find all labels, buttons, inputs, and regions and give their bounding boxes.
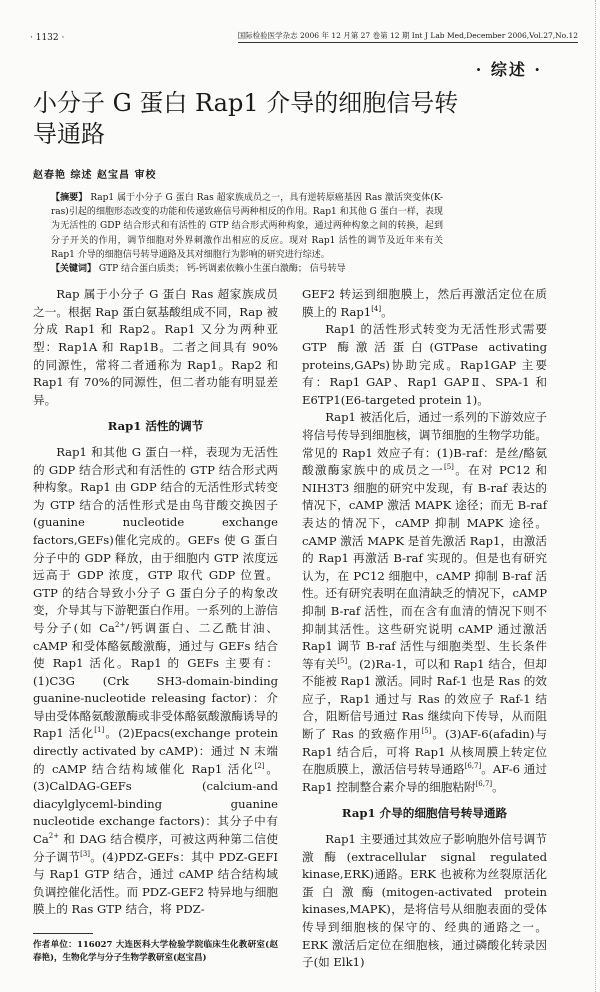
citation: 2+: [48, 832, 60, 841]
keywords-text: GTP 结合蛋白质类； 钙-钙调素依赖小生蛋白激酶； 信号转导: [98, 264, 346, 275]
text-run: GEF2 转运到细胞膜上，然后再激活定位在质膜上的 Rap1: [302, 287, 547, 319]
scan-edge: [595, 0, 597, 992]
article-title: 小分子 G 蛋白 Rap1 介导的细胞信号转导通路: [33, 89, 459, 148]
text-run: Rap1 和其他 G 蛋白一样，表现为无活性的 GDP 结合形式和有活性的 GTP 结合形式两种构象。Rap1 由 GDP 结合的无活性形式转变为 GTP 结合的活性形式是由鸟苷酸交换因子(guanine nucleotide exchange factors,GEFs)催化完成的。GEFs 使 G 蛋白分子中的 GDP 释放，由于细胞内 GTP 浓度远远高于 GDP 浓度，GTP 取代 GDP 位置。GTP 的结合导致小分子 G 蛋白分子的构象改变，介导其与下游靶蛋白作用。一系列的上游信号分子(如 Ca: [33, 444, 278, 635]
abstract-text: Rap1 属于小分子 G 蛋白 Ras 超家族成员之一，具有逆转原癌基因 Ras 激活突变体(K-ras)引起的细胞形态改变的功能和传递致癌信号两种相反的作用。Rap1 和其他 G 蛋白一样，表现为无活性的 GDP 结合形式和有活性的 GTP 结合形式两种构象，通过两种构象之间的转换，起到分子开关的作用，调节细胞对外界刺激作出相应的反应。现对 Rap1 活性的调节及近年来有关 Rap1 介导的细胞信号转导通路及其对细胞行为影响的研究进行综述。: [51, 193, 443, 260]
keywords: [33, 262, 443, 276]
page-number: · 1132 ·: [30, 33, 65, 43]
text-run: Rap1 被活化后，通过一系列的下游效应子将信号传导到细胞核，调节细胞的生物学功能。常见的 Rap1 效应子有：(1)B-raf：是丝/酪氨酸激酶家族中的成员之一: [302, 410, 547, 478]
left-column-body: [33, 286, 278, 919]
running-head: 国际检验医学杂志 2006 年 12 月第 27 卷第 12 期 Int J Lab Med,December 2006,Vol.27,No.12: [238, 30, 578, 43]
abstract: [33, 191, 443, 276]
page-header: [30, 30, 578, 43]
paragraph: [302, 321, 547, 409]
text-run: 。(2)Epacs(exchange protein directly activated by cAMP)：通过 N 末端的 cAMP 结合结构域催化 Rap1 活化: [33, 726, 278, 776]
left-column: [33, 286, 278, 965]
footnote-rule: [33, 933, 93, 934]
text-run: 。(3)AF-6(afadin)与 Rap1 结合后，可将 Rap1 从核周膜上转定位在胞质膜上，激活信号转导通路: [302, 727, 547, 777]
paragraph: [302, 409, 547, 796]
text-run: 。(3)CalDAG-GEFs (calcium-and diacylglyceml-binding guanine nucleotide exchange factors)：其分子中有 Ca: [33, 761, 278, 847]
text-run: 。: [381, 304, 393, 319]
text-run: /钙调蛋白、二乙酰甘油、cAMP 和受体酪氨酸激酶，通过与 GEFs 结合使 Rap1 活化。Rap1 的 GEFs 主要有：(1)C3G (Crk SH3-domain-binding guanine-nucleotide releasing factor)：介导由受体酪氨酸激酶或非受体酪氨酸激酶诱导的 Rap1 活化: [33, 620, 278, 741]
abstract-body: [33, 191, 443, 262]
section-heading: [33, 418, 278, 436]
text-run: 。(2)Ra-1，可以和 Rap1 结合，但却不能被 Rap1 激活。同时 Raf-1 也是 Ras 的效应子，Rap1 通过与 Ras 的效应子 Raf-1 结合，阻断信号通过 Ras 继续向下传导，从而阻断了 Ras 的致癌作用: [302, 656, 547, 742]
body-columns: [33, 286, 578, 972]
paragraph: [302, 831, 547, 972]
text-run: Rap1 的活性形式转变为无活性形式需要 GTP 酶激活蛋白(GTPase activating proteins,GAPs)协助完成。Rap1GAP 主要有：Rap1 GAP、Rap1 GAPⅡ、SPA-1 和 E6TP1(E6-targeted protein 1)。: [302, 322, 547, 407]
citation: [6,7]: [475, 779, 493, 788]
paragraph: [33, 444, 278, 919]
section-label: · 综述 ·: [475, 60, 542, 79]
citation: [1]: [94, 726, 105, 735]
text-run: Rap1 主要通过其效应子影响胞外信号调节激酶(extracellular signal regulated kinase,ERK)通路。ERK 也被称为丝裂原活化蛋白激酶(mitogen-activated protein kinases,MAPK)，是将信号从细胞表面的受体传导到细胞核的保守的、经典的通路之一。ERK 激活后定位在细胞核，通过磷酸化转录因子(如 Elk1): [302, 832, 547, 970]
keywords-label: 【关键词】: [51, 264, 97, 275]
citation: [5]: [421, 727, 432, 736]
citation: [6,7]: [464, 762, 482, 771]
right-column: [302, 286, 547, 972]
paragraph: [33, 286, 278, 409]
citation: 2+: [114, 621, 126, 630]
text-run: Rap1 介导的细胞信号转导通路: [341, 806, 508, 821]
text-run: 和 DAG 结合模序，可被这两种第二信使分子调节: [33, 832, 278, 864]
citation: [2]: [254, 761, 265, 770]
section-heading: [302, 805, 547, 823]
citation: [5]: [444, 463, 454, 472]
text-run: 。在对 PC12 和 NIH3T3 细胞的研究中发现，有 B-raf 表达的情况下，cAMP 激活 MAPK 途径；而无 B-raf 表达的情况下，cAMP 抑制 MAPK 途径。cAMP 激活 MAPK 是首先激活 Rap1，由激活的 Rap1 再激活 B-raf 实现的。但是也有研究认为，在 PC12 细胞中，cAMP 抑制 B-raf 活性。还有研究表明在血清缺乏的情况下，cAMP 抑制 B-raf 活性，而在含有血清的情况下则不抑制其活性。这些研究说明 cAMP 通过激活 Rap1 调节 B-raf 活性与细胞类型、生长条件等有关: [302, 463, 547, 671]
text-run: 。(4)PDZ-GEFs：其中 PDZ-GEFI 与 Rap1 GTP 结合，通过 cAMP 结合结构域负调控催化活性。而 PDZ-GEF2 特异地与细胞膜上的 Ras GTP 结合，将 PDZ-: [33, 849, 278, 917]
paragraph: [302, 286, 547, 321]
authors: 赵春艳 综述 赵宝昌 审校: [33, 170, 157, 181]
citation: [4]: [371, 304, 382, 313]
abstract-label: 【摘要】: [51, 193, 88, 203]
citation: [5]: [337, 656, 348, 665]
footnote: 作者单位：116027 大连医科大学检验学院临床生化教研室(赵春艳)，生物化学与分子生物学教研室(赵宝昌): [33, 940, 278, 963]
text-run: Rap 属于小分子 G 蛋白 Ras 超家族成员之一。根据 Rap 蛋白氨基酸组成不同，Rap 被分成 Rap1 和 Rap2。Rap1 又分为两种亚型：Rap1A 和 Rap1B。二者之间具有 90% 的同源性，常将二者通称为 Rap1。Rap2 和 Rap1 有 70%的同源性，但二者功能有明显差异。: [33, 287, 278, 407]
text-run: 。AF-6 通过 Rap1 控制整合素介导的细胞粘附: [302, 762, 547, 794]
text-run: 。: [492, 779, 504, 794]
citation: [3]: [80, 849, 91, 858]
text-run: Rap1 活性的调节: [107, 419, 204, 434]
